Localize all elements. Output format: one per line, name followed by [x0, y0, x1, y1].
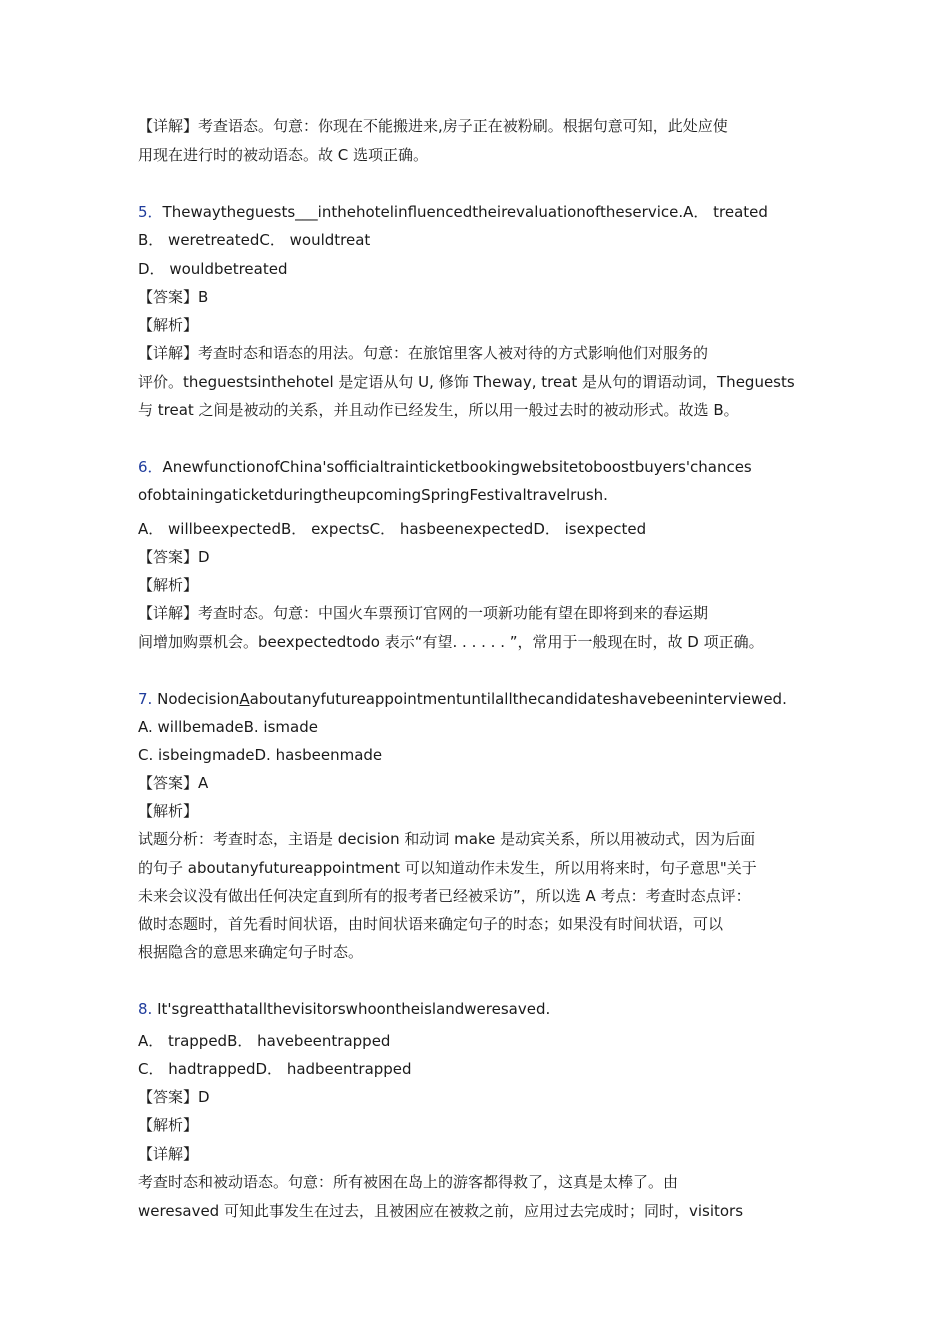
- q6-answer: 【答案】D: [138, 548, 210, 566]
- q7-stem-text-a: Nodecision: [157, 690, 240, 708]
- q5-options-line-2: B． weretreatedC． wouldtreat: [138, 231, 371, 249]
- q8-options-line-1: A． trappedB． havebeentrapped: [138, 1032, 391, 1050]
- q7-stem-text-b: aboutanyfutureappointmentuntilallthecandidateshavebeeninterviewed.: [249, 690, 787, 708]
- q8-number: 8.: [138, 1000, 153, 1018]
- q8-analysis-heading: 【解析】: [138, 1116, 199, 1134]
- q7-stem: [138, 689, 787, 709]
- q6-options: A． willbeexpectedB． expectsC． hasbeenexpectedD． isexpected: [138, 520, 647, 538]
- q4-detail-line-1: 【详解】考查语态。句意：你现在不能搬进来,房子正在被粉刷。根据句意可知，此处应使: [138, 117, 728, 135]
- q4-detail-line-2: 用现在进行时的被动语态。故 C 选项正确。: [138, 146, 429, 164]
- q7-text-line-4: 做时态题时，首先看时间状语，由时间状语来确定句子的时态；如果没有时间状语，可以: [138, 915, 724, 933]
- q6-stem-text-1: AnewfunctionofChina'sofficialtrainticketbookingwebsitetoboostbuyers'chances: [162, 458, 752, 476]
- q8-answer: 【答案】D: [138, 1088, 210, 1106]
- q6-number: 6．: [138, 458, 163, 476]
- q5-answer: 【答案】B: [138, 288, 209, 306]
- q7-text-line-2: 的句子 aboutanyfutureappointment 可以知道动作未发生，所以用将来时，句子意思"关于: [138, 859, 757, 877]
- q7-text-line-3: 未来会议没有做出任何决定直到所有的报考者已经被采访”，所以选 A 考点：考查时态点评：: [138, 887, 751, 905]
- q8-stem: [138, 999, 550, 1019]
- q5-stem-text: Thewaytheguests___inthehotelinfluencedtheirevaluationoftheservice.A． treated: [162, 203, 768, 221]
- q7-options-line-1: A. willbemadeB. ismade: [138, 718, 318, 736]
- q6-detail-line-2: 间增加购票机会。beexpectedtodo 表示“有望. . . . . . ”，常用于一般现在时，故 D 项正确。: [138, 633, 764, 651]
- q7-blank: A: [239, 690, 250, 708]
- q6-stem-line-1: [138, 457, 752, 477]
- q5-detail-line-3: 与 treat 之间是被动的关系，并且动作已经发生，所以用一般过去时的被动形式。故选 B。: [138, 401, 739, 419]
- q8-text-line-1: 考查时态和被动语态。句意：所有被困在岛上的游客都得救了，这真是太棒了。由: [138, 1173, 679, 1191]
- q7-answer: 【答案】A: [138, 774, 209, 792]
- q6-stem-line-2: ofobtainingaticketduringtheupcomingSpringFestivaltravelrush.: [138, 486, 608, 504]
- q5-detail-line-1: 【详解】考查时态和语态的用法。句意：在旅馆里客人被对待的方式影响他们对服务的: [138, 344, 709, 362]
- q6-detail-line-1: 【详解】考查时态。句意：中国火车票预订官网的一项新功能有望在即将到来的春运期: [138, 604, 709, 622]
- q7-options-line-2: C. isbeingmadeD. hasbeenmade: [138, 746, 383, 764]
- q7-text-line-5: 根据隐含的意思来确定句子时态。: [138, 943, 364, 961]
- q6-analysis-heading: 【解析】: [138, 576, 199, 594]
- q7-analysis-heading: 【解析】: [138, 802, 199, 820]
- q7-number: 7.: [138, 690, 153, 708]
- q5-analysis-heading: 【解析】: [138, 316, 199, 334]
- q5-stem: [138, 202, 768, 222]
- q5-options-line-3: D． wouldbetreated: [138, 260, 288, 278]
- q5-number: 5．: [138, 203, 163, 221]
- q5-detail-line-2: 评价。theguestsinthehotel 是定语从句 U, 修饰 Theway, treat 是从句的谓语动词，Theguests: [138, 373, 795, 391]
- q8-detail-heading: 【详解】: [138, 1145, 199, 1163]
- q7-text-line-1: 试题分析：考查时态，主语是 decision 和动词 make 是动宾关系，所以用被动式，因为后面: [138, 830, 756, 848]
- q8-stem-text: It'sgreatthatallthevisitorswhoontheislandweresaved.: [157, 1000, 551, 1018]
- q8-options-line-2: C． hadtrappedD． hadbeentrapped: [138, 1060, 412, 1078]
- q8-text-line-2: weresaved 可知此事发生在过去，且被困应在被救之前，应用过去完成时；同时，visitors: [138, 1202, 744, 1220]
